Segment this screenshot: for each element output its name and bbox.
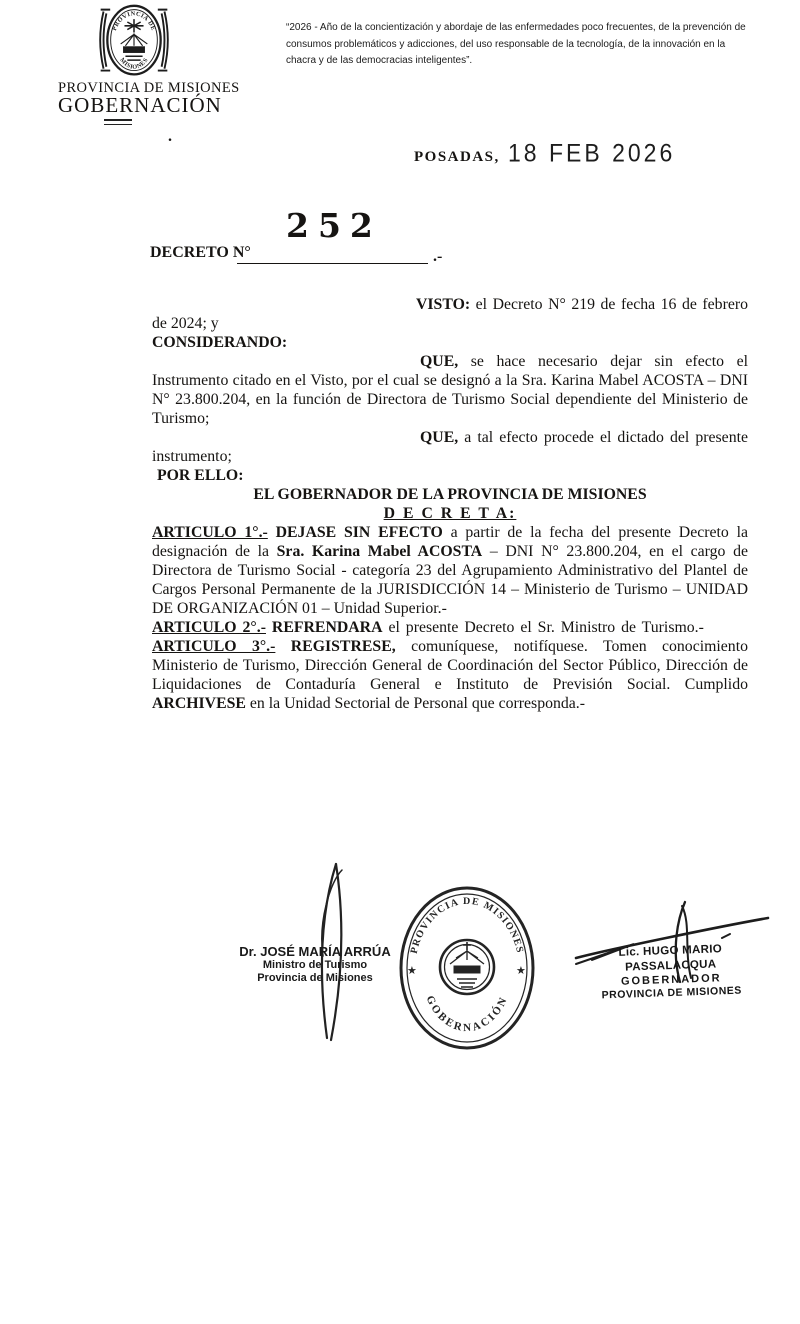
article-3-archive-word: ARCHIVESE	[152, 695, 246, 712]
dateline-city: POSADAS,	[414, 149, 500, 165]
article-3-number: ARTICULO 3°.-	[152, 638, 276, 655]
que1-label: QUE,	[420, 353, 459, 370]
visto-paragraph	[152, 295, 748, 333]
svg-text:GOBERNACIÓN	[423, 994, 510, 1034]
minister-org: Provincia de Misiones	[257, 972, 373, 984]
que2-label: QUE,	[420, 429, 459, 446]
article-2-number: ARTICULO 2°.-	[152, 619, 266, 636]
governor-org: PROVINCIA DE MISIONES	[601, 984, 743, 1002]
governor-title: GOBERNADOR	[620, 972, 722, 988]
date-stamp: 18 FEB 2026	[508, 138, 676, 167]
article-2-text: el presente Decreto el Sr. Ministro de Turismo.-	[382, 619, 704, 636]
article-1-number: ARTICULO 1°.-	[152, 524, 268, 541]
governor-signature-block	[572, 941, 770, 1004]
svg-text:MISIONES	[118, 57, 150, 71]
considerando-heading: CONSIDERANDO:	[152, 334, 288, 351]
que1-text: se hace necesario dejar sin efecto el Instrumento citado en el Visto, por el cual se designó a la Sra. Karina Mabel ACOSTA – DNI N° 23.800.204, en la función de Directora de Turismo Social dependiente del Ministerio de Turismo;	[152, 353, 748, 427]
provincial-coat-of-arms-icon	[90, 2, 178, 82]
article-1-action: DEJASE SIN EFECTO	[267, 524, 443, 541]
org-division: GOBERNACIÓN	[58, 93, 222, 117]
minister-signature-block	[233, 944, 397, 985]
whereas-paragraph-1	[152, 352, 748, 428]
article-2-paragraph	[152, 618, 748, 637]
letterhead-rule	[104, 119, 132, 125]
article-2-action: REFRENDARA	[265, 619, 383, 636]
article-3-text: comuníquese, notifíquese. Tomen conocimiento Ministerio de Turismo, Dirección General de Coordinación del Sector Público, Dirección de Liquidaciones de Contaduría General e Instituto de Previsión Social. Cumplido	[152, 638, 748, 693]
seal-star-right-icon: ★	[516, 965, 526, 977]
decree-number-label: DECRETO N°	[150, 244, 251, 261]
coat-arc-bottom-text: MISIONES	[118, 56, 150, 71]
year-motto: “2026 - Año de la concientización y abordaje de las enfermedades poco frecuentes, de la prevención de consumos problemáticos y adicciones, del uso responsable de la tecnología, de la innovación en la chacra y de las democracias inteligentes”.	[286, 22, 746, 66]
coat-arc-top-text: PROVINCIA DE	[111, 10, 157, 32]
decree-number-suffix: .-	[433, 248, 443, 265]
seal-center-emblem-icon	[440, 940, 494, 994]
seal-star-left-icon: ★	[407, 965, 417, 977]
governor-heading: EL GOBERNADOR DE LA PROVINCIA DE MISIONES	[253, 486, 647, 503]
whereas-paragraph-2	[152, 428, 748, 466]
por-ello-heading: POR ELLO:	[157, 467, 244, 484]
decree-body	[152, 295, 748, 713]
article-3-text-cont: en la Unidad Sectorial de Personal que corresponda.-	[245, 695, 586, 712]
article-3-paragraph	[152, 637, 748, 713]
que2-text: a tal efecto procede el dictado del presente instrumento;	[152, 429, 748, 465]
decree-number-underline	[237, 245, 428, 264]
article-3-action: REGISTRESE,	[275, 638, 396, 655]
decreta-heading	[152, 504, 748, 523]
article-1-person-name: Sra. Karina Mabel ACOSTA	[276, 543, 483, 560]
article-1-text-cont: – DNI N° 23.800.204, en el cargo de Directora de Turismo Social - categoría 23 del Agrupamiento Administrativo del Plantel de Cargos Personal Permanente de la JURISDICCIÓN 14 – Ministerio de Turismo – UNIDAD DE ORGANIZACIÓN 01 – Unidad Superior.-	[152, 543, 748, 617]
minister-name: Dr. JOSÉ MARÍA ARRÚA	[239, 944, 391, 959]
stray-mark: .	[168, 128, 172, 145]
governor-name: Lic. HUGO MARIO PASSALACQUA	[618, 943, 723, 974]
seal-arc-top-text: PROVINCIA DE MISIONES	[408, 895, 526, 955]
gobernacion-oval-seal	[397, 884, 537, 1052]
decree-number-stamp: 252	[286, 206, 382, 245]
seal-arc-bottom-text: GOBERNACIÓN	[423, 993, 511, 1035]
visto-text: el Decreto N° 219 de fecha 16 de febrero de 2024; y	[152, 296, 748, 332]
article-1-text: a partir de la fecha del presente Decreto la designación de la	[152, 524, 748, 560]
minister-title: Ministro de Turismo	[262, 959, 368, 971]
visto-label: VISTO:	[416, 296, 471, 313]
article-1-paragraph	[152, 523, 748, 618]
decreta-text: D E C R E T A:	[383, 505, 517, 522]
org-name: PROVINCIA DE MISIONES	[58, 80, 240, 96]
